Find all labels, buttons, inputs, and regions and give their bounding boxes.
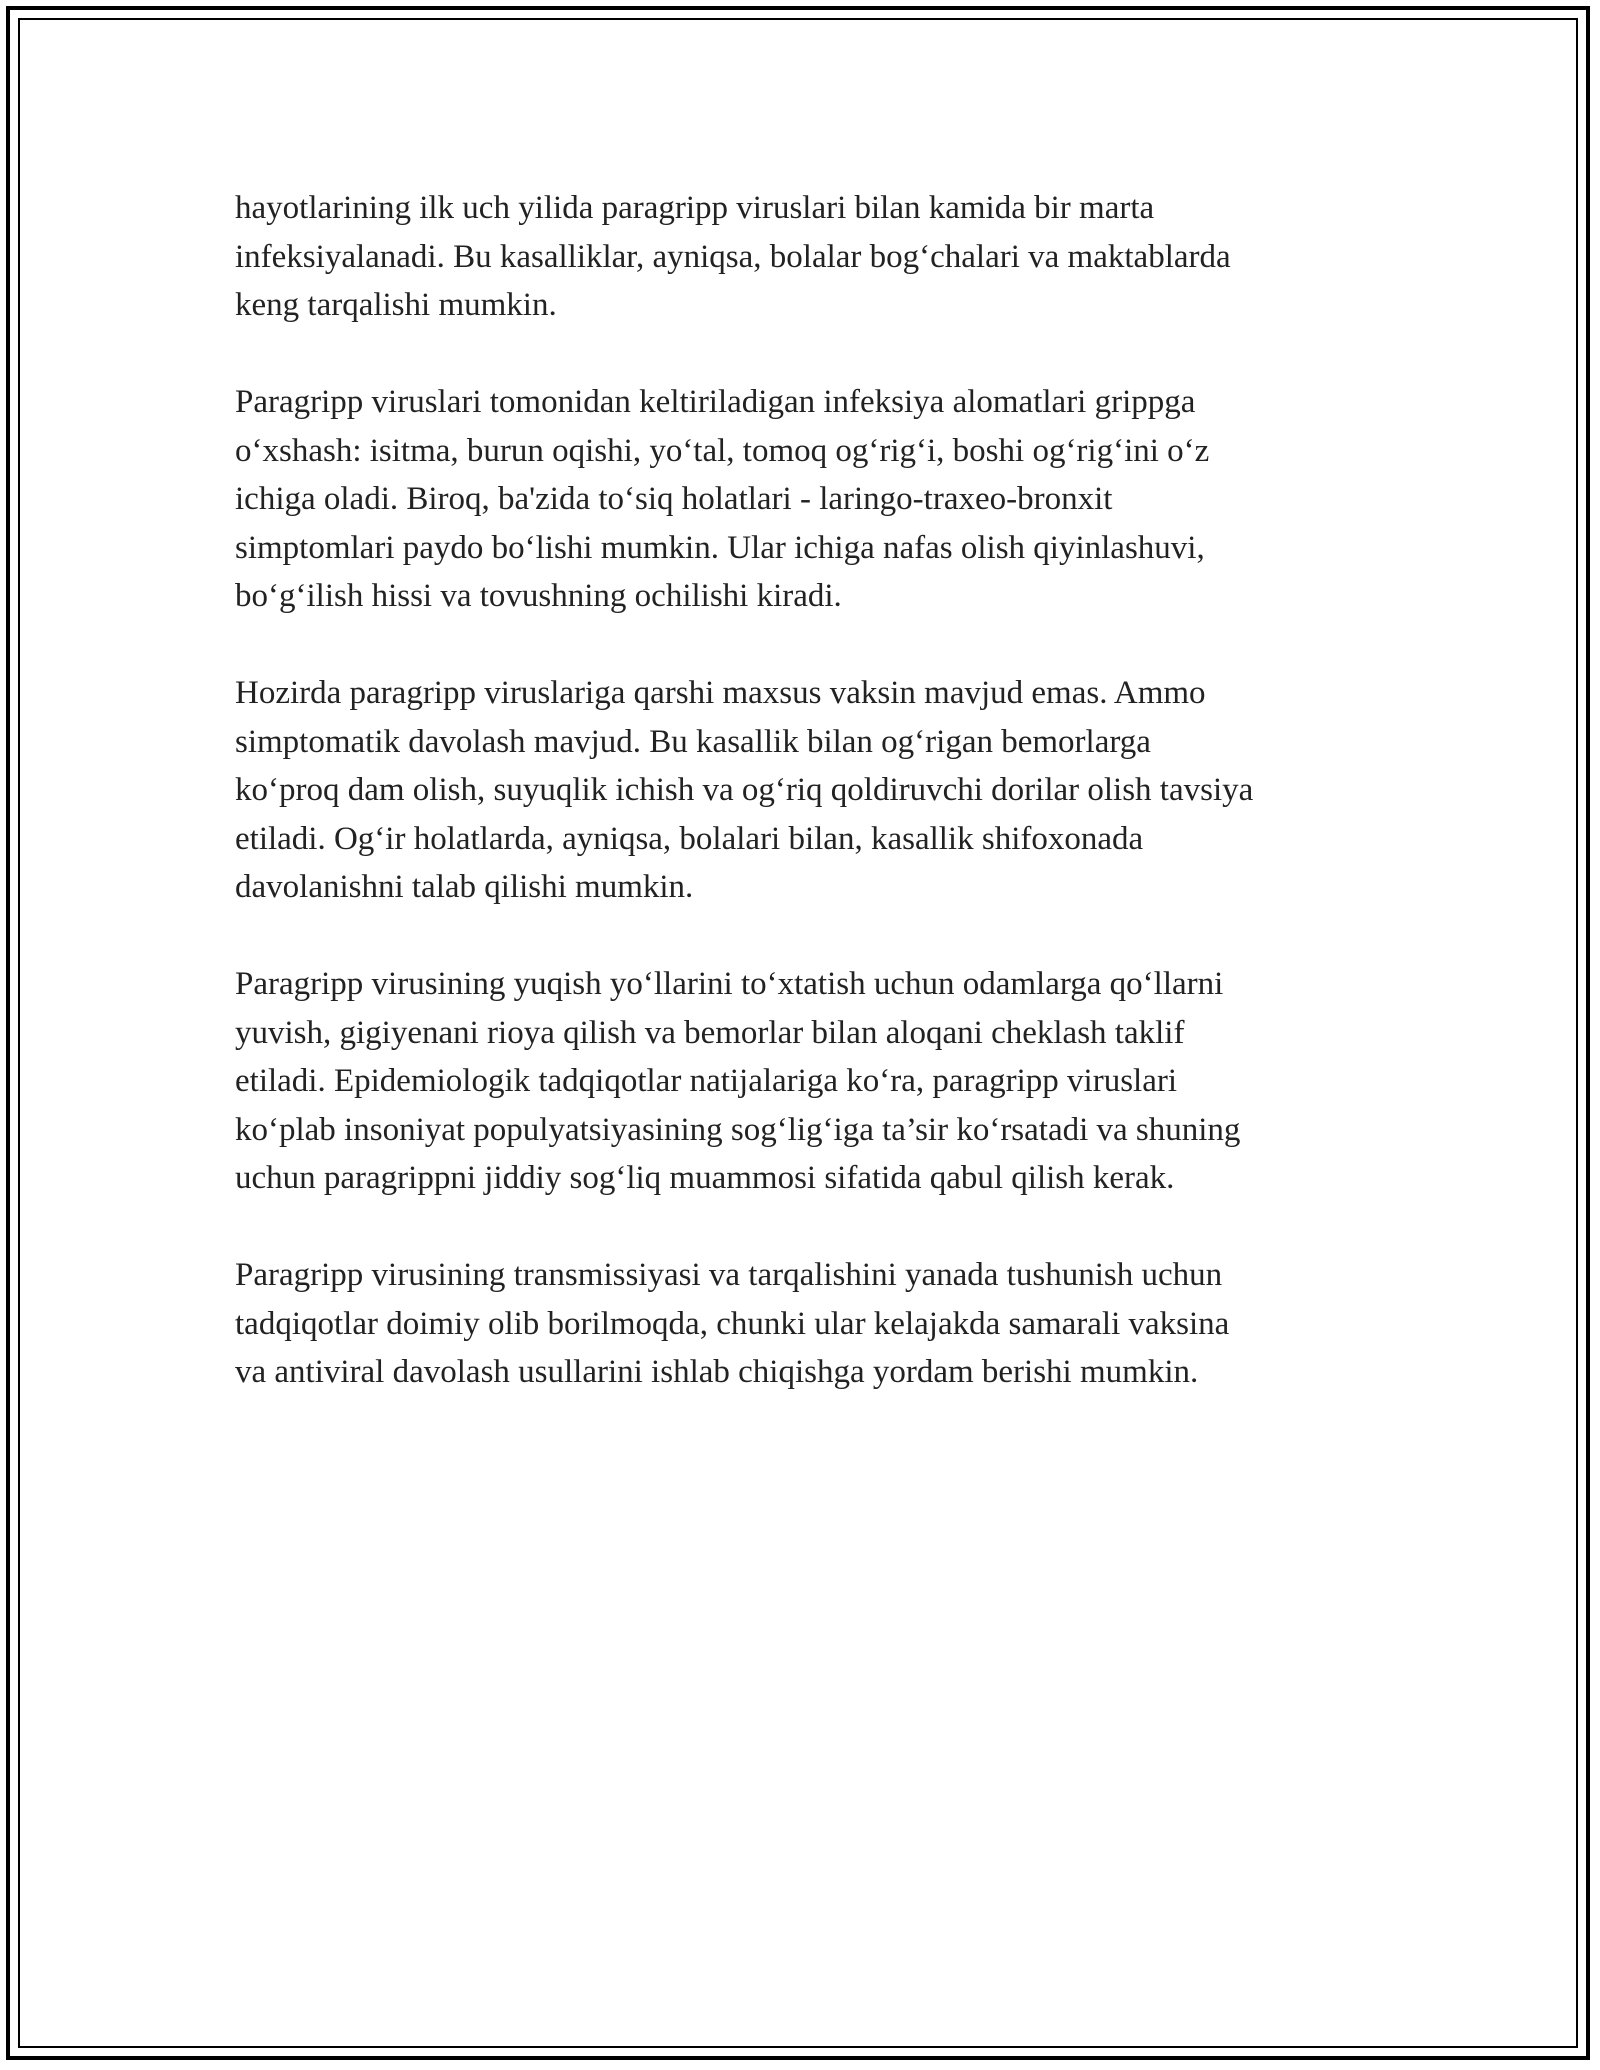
text-line: hayotlarining ilk uch yilida paragripp viruslari bilan kamida bir marta [235,190,1155,226]
text-line: ko‘plab insoniyat populyatsiyasining sog‘lig‘iga ta’sir ko‘rsatadi va shuning [235,1111,1241,1148]
text-line: Paragripp virusining yuqish yo‘llarini to‘xtatish uchun odamlarga qo‘llarni [235,966,1224,1002]
paragraph-5 [235,1251,1385,1397]
text-line: Hozirda paragripp viruslariga qarshi maxsus vaksin mavjud emas. Ammo [235,675,1206,711]
text-line: simptomlari paydo bo‘lishi mumkin. Ular ichiga nafas olish qiyinlashuvi, [235,529,1205,566]
document-body [235,184,1385,1445]
paragraph-1 [235,184,1385,330]
text-line: etiladi. Epidemiologik tadqiqotlar natijalariga ko‘ra, paragripp viruslari [235,1063,1178,1099]
paragraph-3 [235,669,1385,912]
text-line: va antiviral davolash usullarini ishlab chiqishga yordam berishi mumkin. [235,1354,1199,1390]
text-line: uchun paragrippni jiddiy sog‘liq muammosi sifatida qabul qilish kerak. [235,1160,1175,1196]
text-line: o‘xshash: isitma, burun oqishi, yo‘tal, tomoq og‘rig‘i, boshi og‘rig‘ini o‘z [235,432,1210,469]
text-line: simptomatik davolash mavjud. Bu kasallik bilan og‘rigan bemorlarga [235,723,1151,760]
text-line: Paragripp viruslari tomonidan keltiriladigan infeksiya alomatlari grippga [235,384,1196,420]
text-line: etiladi. Og‘ir holatlarda, ayniqsa, bolalari bilan, kasallik shifoxonada [235,820,1144,857]
text-line: bo‘g‘ilish hissi va tovushning ochilishi kiradi. [235,578,842,614]
text-line: ko‘proq dam olish, suyuqlik ichish va og‘riq qoldiruvchi dorilar olish tavsiya [235,772,1254,808]
text-line: infeksiyalanadi. Bu kasalliklar, ayniqsa, bolalar bog‘chalari va maktablarda [235,238,1231,275]
text-line: keng tarqalishi mumkin. [235,287,557,323]
paragraph-2 [235,378,1385,621]
text-line: davolanishni talab qilishi mumkin. [235,869,694,905]
text-line: ichiga oladi. Biroq, ba'zida to‘siq holatlari - laringo-traxeo-bronxit [235,481,1113,517]
text-line: tadqiqotlar doimiy olib borilmoqda, chunki ular kelajakda samarali vaksina [235,1305,1230,1342]
paragraph-4 [235,960,1385,1203]
text-line: Paragripp virusining transmissiyasi va tarqalishini yanada tushunish uchun [235,1257,1223,1293]
text-line: yuvish, gigiyenani rioya qilish va bemorlar bilan aloqani cheklash taklif [235,1014,1185,1051]
